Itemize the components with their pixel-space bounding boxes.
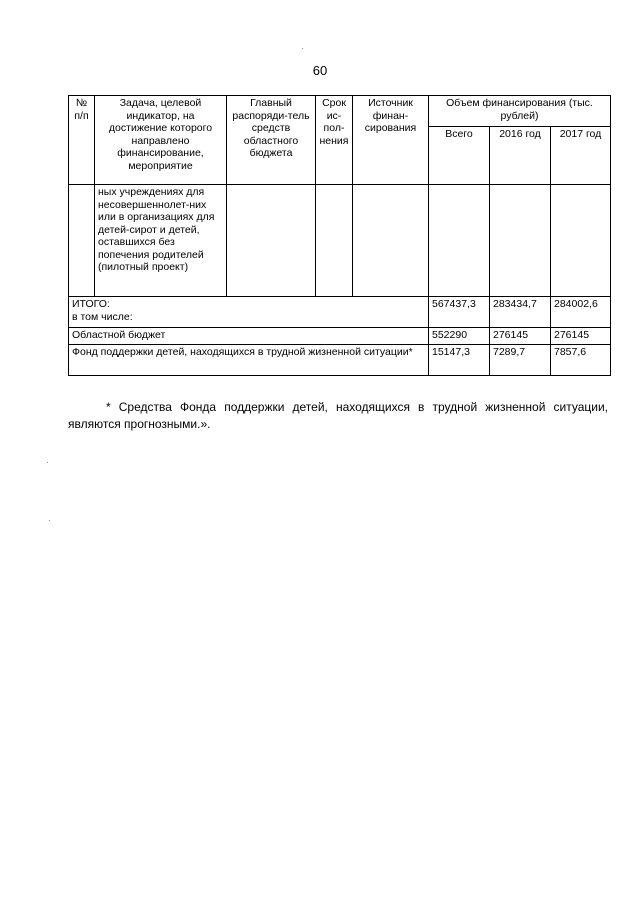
header-task: Задача, целевой индикатор, на достижение которого направлено финансирование, мероприятие	[95, 96, 227, 185]
row-2016: 276145	[490, 328, 551, 345]
continuation-text: ных учреждениях для несовершеннолет-них или в организациях для детей-сирот и детей, оставшихся без попечения родителей (пилотный проект)	[95, 185, 227, 297]
financing-table	[68, 95, 611, 376]
row-2016: 283434,7	[490, 297, 551, 328]
cell-empty	[227, 185, 316, 297]
header-volume: Объем финансирования (тыс. рублей)	[429, 96, 611, 127]
table-row	[69, 328, 611, 345]
cell-empty	[429, 185, 490, 297]
row-2016: 7289,7	[490, 345, 551, 376]
cell-empty	[69, 185, 95, 297]
scan-speck	[49, 520, 50, 521]
row-label: Областной бюджет	[69, 328, 429, 345]
scan-speck	[47, 462, 48, 463]
header-total: Всего	[429, 127, 490, 185]
row-total: 15147,3	[429, 345, 490, 376]
header-manager: Главный распоряди-тель средств областного бюджета	[227, 96, 316, 185]
table-row	[69, 345, 611, 376]
scan-speck	[302, 48, 303, 49]
cell-empty	[551, 185, 611, 297]
cell-empty	[353, 185, 429, 297]
header-2017: 2017 год	[551, 127, 611, 185]
table-row	[69, 297, 611, 328]
header-num: № п/п	[69, 96, 95, 185]
footnote: * Средства Фонда поддержки детей, находящихся в трудной жизненной ситуации, являются прогнозными.».	[68, 400, 608, 431]
row-total: 567437,3	[429, 297, 490, 328]
row-2017: 7857,6	[551, 345, 611, 376]
header-source: Источник финан-сирования	[353, 96, 429, 185]
row-2017: 284002,6	[551, 297, 611, 328]
row-label: Фонд поддержки детей, находящихся в трудной жизненной ситуации*	[69, 345, 429, 376]
row-label	[69, 297, 429, 328]
cell-empty	[316, 185, 353, 297]
header-term: Срок ис-пол-нения	[316, 96, 353, 185]
header-2016: 2016 год	[490, 127, 551, 185]
row-total: 552290	[429, 328, 490, 345]
cell-empty	[490, 185, 551, 297]
row-2017: 276145	[551, 328, 611, 345]
page-number: 60	[312, 63, 328, 78]
row-label-main: ИТОГО:	[72, 298, 110, 310]
row-sublabel: в том числе:	[72, 310, 133, 323]
